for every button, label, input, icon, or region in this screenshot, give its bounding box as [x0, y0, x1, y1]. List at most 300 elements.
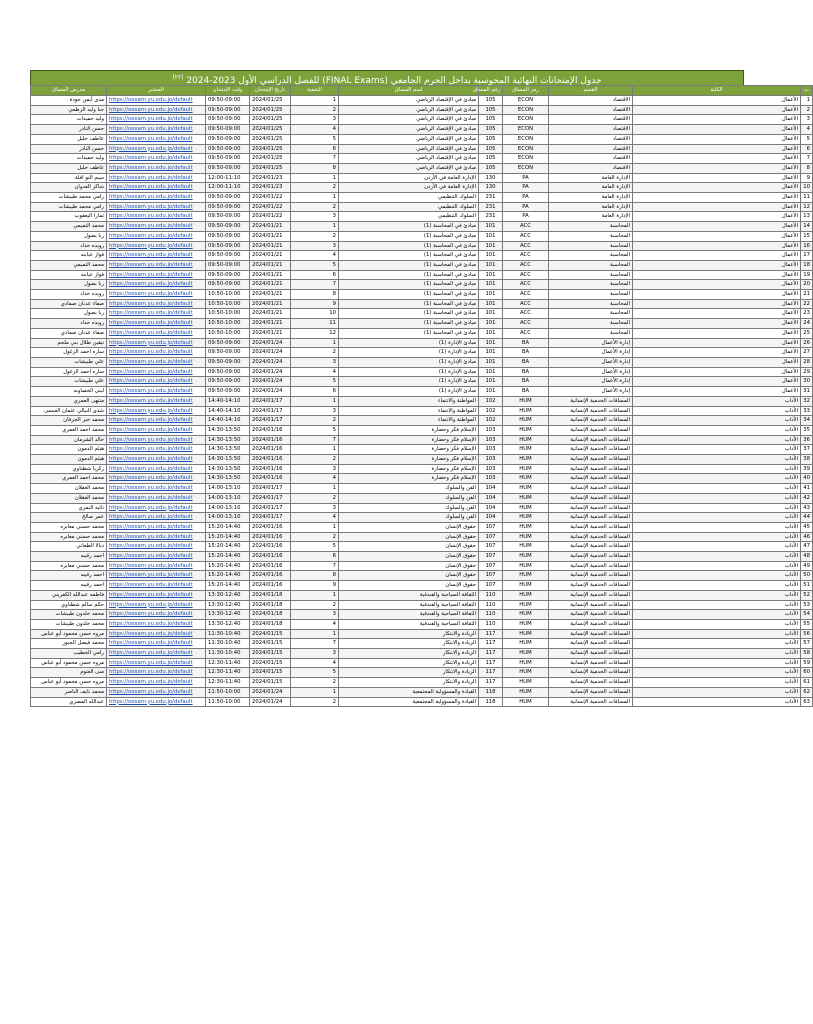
college-cell: الآداب [633, 649, 801, 659]
exam-time-cell: 10:50-10:00 [206, 309, 250, 319]
exam-time-cell: 11:50-10:00 [206, 687, 250, 697]
teacher-cell: فواز عبابنه [31, 270, 107, 280]
table-body [31, 96, 813, 707]
lab-link[interactable]: https://oexam.yu.edu.jo/default [107, 163, 206, 173]
teacher-cell: وليد حميدات [31, 115, 107, 125]
department-cell: المحاسبة [549, 222, 633, 232]
course-code-cell: ECON [503, 96, 549, 106]
header-section: الشعبة [291, 86, 339, 96]
exam-date-cell: 2024/01/25 [250, 154, 291, 164]
lab-link[interactable]: https://oexam.yu.edu.jo/default [107, 173, 206, 183]
row-number: 5 [801, 134, 813, 144]
lab-link[interactable]: https://oexam.yu.edu.jo/default [107, 532, 206, 542]
department-cell: المساقات الخدمية الإنسانية [549, 552, 633, 562]
lab-link[interactable]: https://oexam.yu.edu.jo/default [107, 503, 206, 513]
section-cell: 1 [291, 484, 339, 494]
college-cell: الأعمال [633, 270, 801, 280]
course-name-cell: مبادئ في المحاسبة (1) [339, 222, 479, 232]
row-number: 13 [801, 212, 813, 222]
table-row [31, 387, 813, 397]
row-number: 43 [801, 503, 813, 513]
exam-time-cell: 12:00-11:10 [206, 173, 250, 183]
table-row [31, 299, 813, 309]
exam-date-cell: 2024/01/22 [250, 193, 291, 203]
course-number-cell: 101 [479, 377, 503, 387]
section-cell: 4 [291, 251, 339, 261]
exam-date-cell: 2024/01/16 [250, 445, 291, 455]
lab-link[interactable]: https://oexam.yu.edu.jo/default [107, 96, 206, 106]
lab-link[interactable]: https://oexam.yu.edu.jo/default [107, 416, 206, 426]
teacher-cell: رامي محمد طبيشات [31, 193, 107, 203]
college-cell: الأعمال [633, 222, 801, 232]
row-number: 41 [801, 484, 813, 494]
course-code-cell: BA [503, 348, 549, 358]
section-cell: 2 [291, 455, 339, 465]
course-name-cell: حقوق الإنسان [339, 522, 479, 532]
exam-date-cell: 2024/01/24 [250, 348, 291, 358]
section-cell: 1 [291, 96, 339, 106]
row-number: 35 [801, 425, 813, 435]
course-code-cell: BA [503, 338, 549, 348]
college-cell: الأعمال [633, 163, 801, 173]
lab-link[interactable]: https://oexam.yu.edu.jo/default [107, 610, 206, 620]
teacher-cell: ربا بصول [31, 231, 107, 241]
lab-link[interactable]: https://oexam.yu.edu.jo/default [107, 319, 206, 329]
lab-link[interactable]: https://oexam.yu.edu.jo/default [107, 484, 206, 494]
exam-date-cell: 2024/01/18 [250, 610, 291, 620]
college-cell: الآداب [633, 522, 801, 532]
college-cell: الأعمال [633, 173, 801, 183]
table-row [31, 513, 813, 523]
lab-link[interactable]: https://oexam.yu.edu.jo/default [107, 299, 206, 309]
lab-link[interactable]: https://oexam.yu.edu.jo/default [107, 629, 206, 639]
exam-time-cell: 09:50-09:00 [206, 193, 250, 203]
teacher-cell: خالد الشرمان [31, 435, 107, 445]
lab-link[interactable]: https://oexam.yu.edu.jo/default [107, 658, 206, 668]
exam-date-cell: 2024/01/16 [250, 552, 291, 562]
college-cell: الأعمال [633, 154, 801, 164]
exam-time-cell: 09:50-09:00 [206, 212, 250, 222]
exam-date-cell: 2024/01/25 [250, 125, 291, 135]
college-cell: الآداب [633, 600, 801, 610]
department-cell: المحاسبة [549, 280, 633, 290]
course-number-cell: 101 [479, 367, 503, 377]
row-number: 54 [801, 610, 813, 620]
course-name-cell: مبادئ في المحاسبة (1) [339, 299, 479, 309]
lab-link[interactable]: https://oexam.yu.edu.jo/default [107, 590, 206, 600]
department-cell: الاقتصاد [549, 163, 633, 173]
lab-link[interactable]: https://oexam.yu.edu.jo/default [107, 406, 206, 416]
section-cell: 6 [291, 270, 339, 280]
course-code-cell: HUM [503, 474, 549, 484]
course-code-cell: HUM [503, 532, 549, 542]
college-cell: الآداب [633, 590, 801, 600]
course-code-cell: HUM [503, 464, 549, 474]
lab-link[interactable]: https://oexam.yu.edu.jo/default [107, 212, 206, 222]
course-number-cell: 231 [479, 202, 503, 212]
section-cell: 3 [291, 212, 339, 222]
course-number-cell: 101 [479, 299, 503, 309]
exam-date-cell: 2024/01/16 [250, 571, 291, 581]
exam-time-cell: 09:50-09:00 [206, 270, 250, 280]
department-cell: الإدارة العامة [549, 183, 633, 193]
teacher-cell: عمر صالح [31, 513, 107, 523]
exam-date-cell: 2024/01/21 [250, 309, 291, 319]
teacher-cell: هيثم الدمون [31, 455, 107, 465]
course-number-cell: 117 [479, 649, 503, 659]
course-code-cell: ECON [503, 154, 549, 164]
college-cell: الأعمال [633, 241, 801, 251]
table-row [31, 222, 813, 232]
college-cell: الأعمال [633, 309, 801, 319]
lab-link[interactable]: https://oexam.yu.edu.jo/default [107, 309, 206, 319]
schedule-title [30, 70, 744, 85]
teacher-cell: لبنى الخصاونه [31, 387, 107, 397]
course-code-cell: HUM [503, 425, 549, 435]
course-name-cell: الثقافة السياحية والفندقية [339, 610, 479, 620]
section-cell: 5 [291, 425, 339, 435]
table-row [31, 260, 813, 270]
row-number: 60 [801, 668, 813, 678]
college-cell: الآداب [633, 571, 801, 581]
course-code-cell: HUM [503, 639, 549, 649]
lab-link[interactable]: https://oexam.yu.edu.jo/default [107, 687, 206, 697]
college-cell: الآداب [633, 513, 801, 523]
lab-link[interactable]: https://oexam.yu.edu.jo/default [107, 328, 206, 338]
section-cell: 2 [291, 697, 339, 707]
exam-time-cell: 09:50-09:00 [206, 222, 250, 232]
lab-link[interactable]: https://oexam.yu.edu.jo/default [107, 280, 206, 290]
teacher-cell: رامي محمد طبيشات [31, 202, 107, 212]
lab-link[interactable]: https://oexam.yu.edu.jo/default [107, 425, 206, 435]
course-number-cell: 101 [479, 260, 503, 270]
teacher-cell: مدى أيمن جودة [31, 96, 107, 106]
lab-link[interactable]: https://oexam.yu.edu.jo/default [107, 542, 206, 552]
section-cell: 4 [291, 474, 339, 484]
teacher-cell: محمد خير الجرفان [31, 416, 107, 426]
section-cell: 4 [291, 619, 339, 629]
lab-link[interactable]: https://oexam.yu.edu.jo/default [107, 455, 206, 465]
row-number: 22 [801, 299, 813, 309]
department-cell: الاقتصاد [549, 125, 633, 135]
row-number: 38 [801, 455, 813, 465]
course-code-cell: ACC [503, 328, 549, 338]
exam-time-cell: 09:50-09:00 [206, 367, 250, 377]
department-cell: المساقات الخدمية الإنسانية [549, 484, 633, 494]
exam-time-cell: 14:30-13:50 [206, 455, 250, 465]
exam-schedule-table [30, 85, 813, 707]
lab-link[interactable]: https://oexam.yu.edu.jo/default [107, 600, 206, 610]
lab-link[interactable]: https://oexam.yu.edu.jo/default [107, 649, 206, 659]
course-number-cell: 130 [479, 173, 503, 183]
header-course-code: رمز المساق [503, 86, 549, 96]
course-code-cell: HUM [503, 513, 549, 523]
section-cell: 5 [291, 377, 339, 387]
course-name-cell: الثقافة السياحية والفندقية [339, 600, 479, 610]
lab-link[interactable]: https://oexam.yu.edu.jo/default [107, 251, 206, 261]
teacher-cell: ساره احمد الزغول [31, 348, 107, 358]
course-name-cell: مبادئ في المحاسبة (1) [339, 270, 479, 280]
course-number-cell: 101 [479, 319, 503, 329]
exam-time-cell: 14:30-13:50 [206, 474, 250, 484]
teacher-cell: منتهى العمري [31, 396, 107, 406]
lab-link[interactable]: https://oexam.yu.edu.jo/default [107, 552, 206, 562]
teacher-cell: سيم النو افلة [31, 173, 107, 183]
teacher-cell: احمد رقيبه [31, 571, 107, 581]
department-cell: الاقتصاد [549, 134, 633, 144]
lab-link[interactable]: https://oexam.yu.edu.jo/default [107, 115, 206, 125]
course-code-cell: HUM [503, 697, 549, 707]
teacher-cell: شاكر العدوان [31, 183, 107, 193]
teacher-cell: محمد احمد العمري [31, 474, 107, 484]
exam-date-cell: 2024/01/24 [250, 387, 291, 397]
table-row [31, 425, 813, 435]
exam-time-cell: 10:50-10:00 [206, 319, 250, 329]
exam-time-cell: 14:00-13:10 [206, 493, 250, 503]
course-code-cell: ACC [503, 290, 549, 300]
header-teacher: مدرس المساق [31, 86, 107, 96]
lab-link[interactable]: https://oexam.yu.edu.jo/default [107, 619, 206, 629]
lab-link[interactable]: https://oexam.yu.edu.jo/default [107, 193, 206, 203]
teacher-cell: تيقين طلال بني ملحم [31, 338, 107, 348]
course-number-cell: 107 [479, 542, 503, 552]
department-cell: المساقات الخدمية الإنسانية [549, 649, 633, 659]
exam-date-cell: 2024/01/16 [250, 561, 291, 571]
department-cell: المساقات الخدمية الإنسانية [549, 542, 633, 552]
college-cell: الآداب [633, 542, 801, 552]
exam-date-cell: 2024/01/24 [250, 697, 291, 707]
course-code-cell: PA [503, 193, 549, 203]
course-number-cell: 101 [479, 241, 503, 251]
section-cell: 7 [291, 280, 339, 290]
teacher-cell: محمد حسني معابره [31, 532, 107, 542]
lab-link[interactable]: https://oexam.yu.edu.jo/default [107, 241, 206, 251]
section-cell: 12 [291, 328, 339, 338]
course-number-cell: 118 [479, 697, 503, 707]
lab-link[interactable]: https://oexam.yu.edu.jo/default [107, 338, 206, 348]
teacher-cell: نائيه النمري [31, 503, 107, 513]
course-name-cell: مبادئ الإدارة (1) [339, 357, 479, 367]
table-row [31, 134, 813, 144]
college-cell: الآداب [633, 629, 801, 639]
exam-time-cell: 09:50-09:00 [206, 105, 250, 115]
lab-link[interactable]: https://oexam.yu.edu.jo/default [107, 144, 206, 154]
college-cell: الأعمال [633, 319, 801, 329]
lab-link[interactable]: https://oexam.yu.edu.jo/default [107, 561, 206, 571]
college-cell: الأعمال [633, 367, 801, 377]
teacher-cell: محمد التميمي [31, 222, 107, 232]
lab-link[interactable]: https://oexam.yu.edu.jo/default [107, 493, 206, 503]
lab-link[interactable]: https://oexam.yu.edu.jo/default [107, 290, 206, 300]
department-cell: المساقات الخدمية الإنسانية [549, 435, 633, 445]
section-cell: 1 [291, 222, 339, 232]
college-cell: الآداب [633, 561, 801, 571]
course-name-cell: مبادئ في المحاسبة (1) [339, 328, 479, 338]
table-row [31, 290, 813, 300]
course-name-cell: الريادة والابتكار [339, 629, 479, 639]
course-number-cell: 105 [479, 125, 503, 135]
course-number-cell: 104 [479, 484, 503, 494]
course-number-cell: 102 [479, 396, 503, 406]
table-row [31, 96, 813, 106]
table-row [31, 357, 813, 367]
course-code-cell: HUM [503, 542, 549, 552]
college-cell: الآداب [633, 396, 801, 406]
course-name-cell: مبادئ في الإقتصاد الرياضي [339, 144, 479, 154]
exam-time-cell: 09:50-09:00 [206, 241, 250, 251]
row-number: 21 [801, 290, 813, 300]
section-cell: 5 [291, 668, 339, 678]
course-code-cell: HUM [503, 484, 549, 494]
course-name-cell: الريادة والابتكار [339, 639, 479, 649]
lab-link[interactable]: https://oexam.yu.edu.jo/default [107, 125, 206, 135]
course-code-cell: ACC [503, 231, 549, 241]
row-number: 17 [801, 251, 813, 261]
teacher-cell: مروه حسن محمود أبو عباس [31, 658, 107, 668]
exam-date-cell: 2024/01/15 [250, 658, 291, 668]
teacher-cell: محمد حسني معابره [31, 522, 107, 532]
course-number-cell: 110 [479, 600, 503, 610]
course-code-cell: HUM [503, 493, 549, 503]
table-row [31, 241, 813, 251]
exam-date-cell: 2024/01/17 [250, 503, 291, 513]
course-name-cell: الفن والسلوك [339, 513, 479, 523]
lab-link[interactable]: https://oexam.yu.edu.jo/default [107, 513, 206, 523]
course-code-cell: ECON [503, 125, 549, 135]
lab-link[interactable]: https://oexam.yu.edu.jo/default [107, 522, 206, 532]
lab-link[interactable]: https://oexam.yu.edu.jo/default [107, 668, 206, 678]
section-cell: 3 [291, 406, 339, 416]
course-number-cell: 102 [479, 416, 503, 426]
section-cell: 8 [291, 163, 339, 173]
course-number-cell: 105 [479, 163, 503, 173]
table-row [31, 493, 813, 503]
lab-link[interactable]: https://oexam.yu.edu.jo/default [107, 134, 206, 144]
teacher-cell: محمد العقلان [31, 493, 107, 503]
course-number-cell: 103 [479, 464, 503, 474]
lab-link[interactable]: https://oexam.yu.edu.jo/default [107, 474, 206, 484]
lab-link[interactable]: https://oexam.yu.edu.jo/default [107, 639, 206, 649]
table-row [31, 552, 813, 562]
department-cell: المساقات الخدمية الإنسانية [549, 687, 633, 697]
section-cell: 3 [291, 464, 339, 474]
course-number-cell: 104 [479, 493, 503, 503]
section-cell: 3 [291, 610, 339, 620]
lab-link[interactable]: https://oexam.yu.edu.jo/default [107, 367, 206, 377]
lab-link[interactable]: https://oexam.yu.edu.jo/default [107, 348, 206, 358]
section-cell: 7 [291, 435, 339, 445]
course-name-cell: الفن والسلوك [339, 493, 479, 503]
course-code-cell: BA [503, 387, 549, 397]
college-cell: الأعمال [633, 357, 801, 367]
lab-link[interactable]: https://oexam.yu.edu.jo/default [107, 154, 206, 164]
lab-link[interactable]: https://oexam.yu.edu.jo/default [107, 445, 206, 455]
college-cell: الأعمال [633, 202, 801, 212]
lab-link[interactable]: https://oexam.yu.edu.jo/default [107, 581, 206, 591]
lab-link[interactable]: https://oexam.yu.edu.jo/default [107, 183, 206, 193]
course-number-cell: 103 [479, 474, 503, 484]
course-code-cell: HUM [503, 619, 549, 629]
course-name-cell: حقوق الإنسان [339, 532, 479, 542]
course-number-cell: 101 [479, 280, 503, 290]
exam-date-cell: 2024/01/24 [250, 338, 291, 348]
department-cell: الاقتصاد [549, 154, 633, 164]
exam-date-cell: 2024/01/18 [250, 600, 291, 610]
exam-time-cell: 09:50-09:00 [206, 163, 250, 173]
table-row [31, 202, 813, 212]
lab-link[interactable]: https://oexam.yu.edu.jo/default [107, 697, 206, 707]
row-number: 53 [801, 600, 813, 610]
lab-link[interactable]: https://oexam.yu.edu.jo/default [107, 464, 206, 474]
row-number: 11 [801, 193, 813, 203]
table-row [31, 484, 813, 494]
section-cell: 4 [291, 125, 339, 135]
lab-link[interactable]: https://oexam.yu.edu.jo/default [107, 270, 206, 280]
course-number-cell: 107 [479, 522, 503, 532]
exam-date-cell: 2024/01/17 [250, 484, 291, 494]
lab-link[interactable]: https://oexam.yu.edu.jo/default [107, 571, 206, 581]
row-number: 14 [801, 222, 813, 232]
section-cell: 7 [291, 639, 339, 649]
table-row [31, 610, 813, 620]
lab-link[interactable]: https://oexam.yu.edu.jo/default [107, 105, 206, 115]
lab-link[interactable]: https://oexam.yu.edu.jo/default [107, 396, 206, 406]
exam-time-cell: 09:50-09:00 [206, 144, 250, 154]
department-cell: الاقتصاد [549, 144, 633, 154]
section-cell: 1 [291, 396, 339, 406]
exam-schedule-sheet [30, 70, 810, 707]
exam-time-cell: 13:30-12:40 [206, 590, 250, 600]
course-number-cell: 117 [479, 639, 503, 649]
lab-link[interactable]: https://oexam.yu.edu.jo/default [107, 435, 206, 445]
exam-time-cell: 15:20-14:40 [206, 581, 250, 591]
course-code-cell: HUM [503, 668, 549, 678]
teacher-cell: هيثم الدمون [31, 445, 107, 455]
department-cell: المساقات الخدمية الإنسانية [549, 425, 633, 435]
course-number-cell: 105 [479, 144, 503, 154]
lab-link[interactable]: https://oexam.yu.edu.jo/default [107, 678, 206, 688]
table-row [31, 406, 813, 416]
table-row [31, 581, 813, 591]
section-cell: 3 [291, 115, 339, 125]
lab-link[interactable]: https://oexam.yu.edu.jo/default [107, 222, 206, 232]
department-cell: المساقات الخدمية الإنسانية [549, 581, 633, 591]
teacher-cell: صفاء عدنان صمادي [31, 299, 107, 309]
lab-link[interactable]: https://oexam.yu.edu.jo/default [107, 377, 206, 387]
lab-link[interactable]: https://oexam.yu.edu.jo/default [107, 202, 206, 212]
exam-time-cell: 14:30-13:50 [206, 464, 250, 474]
table-header [31, 86, 813, 96]
teacher-cell: مروه حسن محمود أبو عباس [31, 678, 107, 688]
exam-date-cell: 2024/01/16 [250, 464, 291, 474]
lab-link[interactable]: https://oexam.yu.edu.jo/default [107, 231, 206, 241]
table-row [31, 144, 813, 154]
section-cell: 6 [291, 387, 339, 397]
section-cell: 2 [291, 532, 339, 542]
lab-link[interactable]: https://oexam.yu.edu.jo/default [107, 387, 206, 397]
row-number: 29 [801, 367, 813, 377]
exam-time-cell: 10:50-10:00 [206, 290, 250, 300]
course-name-cell: المواطنة والانتماء [339, 396, 479, 406]
course-name-cell: حقوق الإنسان [339, 552, 479, 562]
college-cell: الأعمال [633, 299, 801, 309]
course-name-cell: مبادئ في المحاسبة (1) [339, 231, 479, 241]
lab-link[interactable]: https://oexam.yu.edu.jo/default [107, 260, 206, 270]
department-cell: إدارة الأعمال [549, 357, 633, 367]
course-name-cell: مبادئ في المحاسبة (1) [339, 280, 479, 290]
college-cell: الأعمال [633, 387, 801, 397]
lab-link[interactable]: https://oexam.yu.edu.jo/default [107, 357, 206, 367]
